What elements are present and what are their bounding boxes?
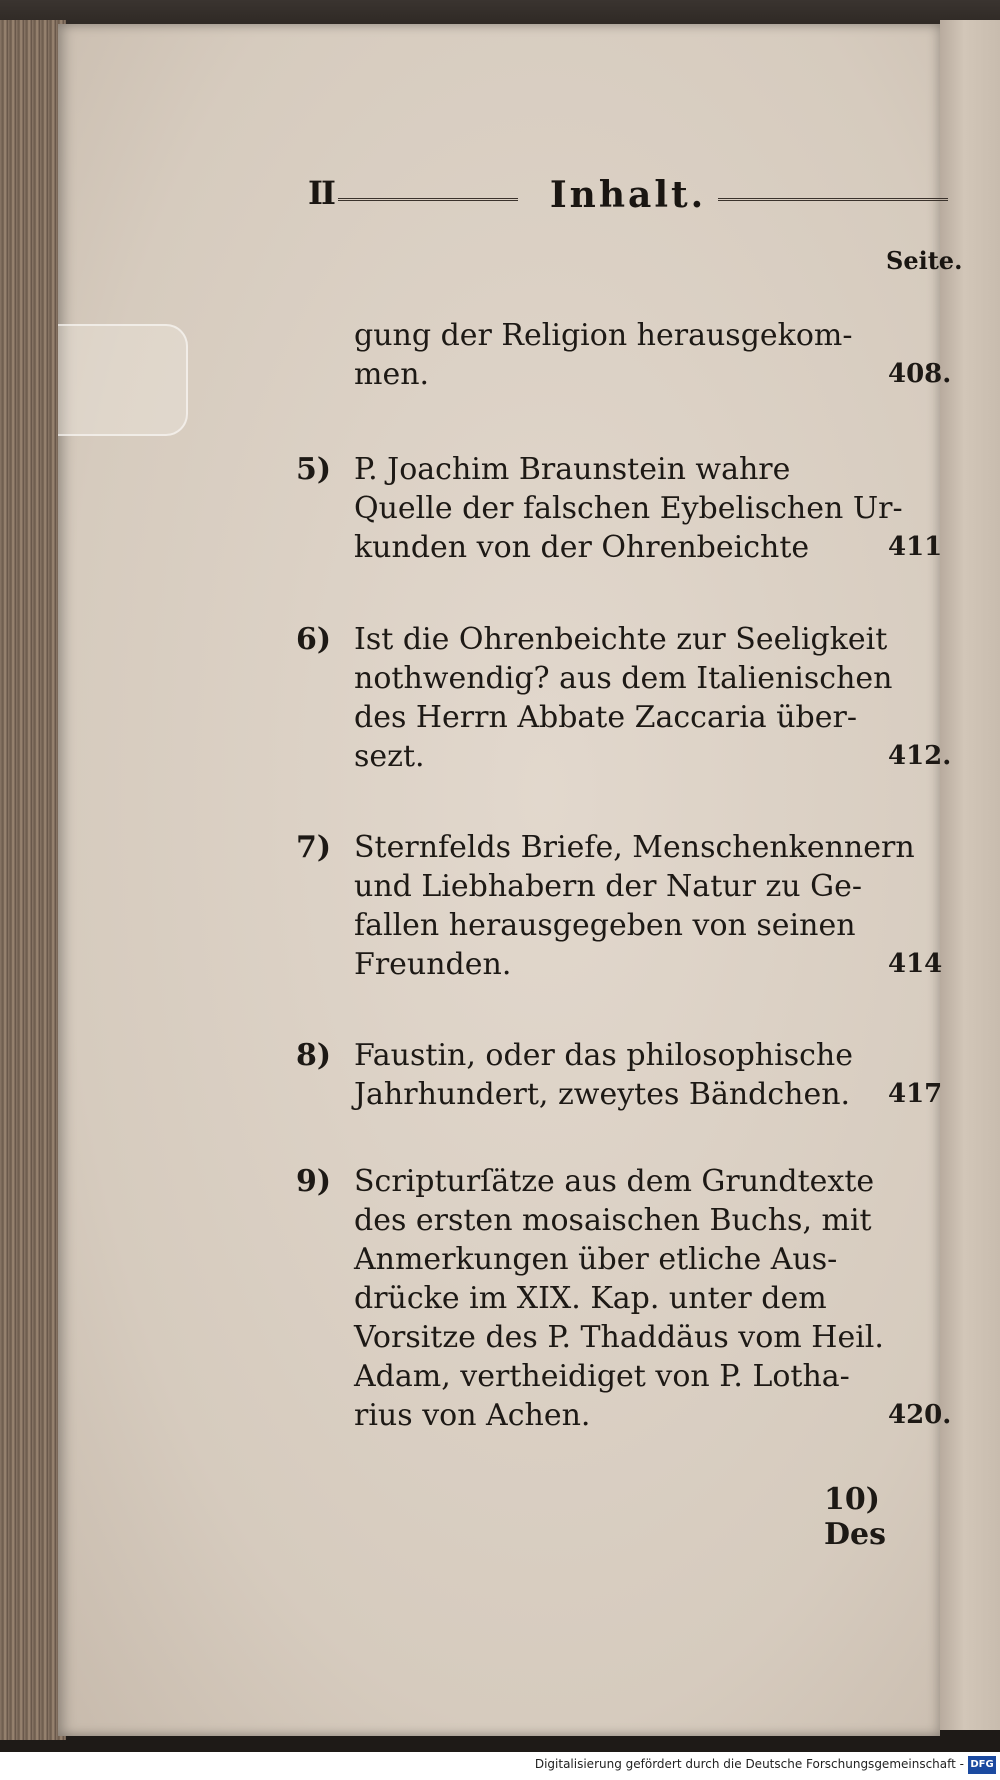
page-header [308,174,948,224]
entry-text [354,316,874,394]
entry-line: Freunden. [354,947,512,982]
facing-page-edge [940,20,1000,1730]
entry-page: 417 [888,1079,943,1109]
entry-text [354,620,893,776]
entry-line: Faustin, oder das philosophische [354,1038,853,1073]
entry-page: 412. [888,741,952,771]
header-rule-left [338,198,518,201]
entry-line: des Herrn Abbate Zaccaria über- [354,700,857,735]
footer-credit: Digitalisierung gefördert durch die Deutsche Forschungsgemeinschaft - [534,1757,964,1771]
entry-number: 9) [296,1164,332,1199]
entry-text [354,1036,874,1114]
entry-page: 411 [888,532,943,562]
entry-number: 5) [296,452,332,487]
book-page-edges [0,20,66,1740]
entry-line: nothwendig? aus dem Italienischen [354,661,893,696]
entry-line: Scripturſätze aus dem Grundtexte [354,1164,875,1199]
entry-line: Vorsitze des P. Thaddäus vom Heil. [354,1320,884,1355]
entry-page: 414 [888,949,943,979]
book-page [58,24,963,1736]
entry-line: Anmerkungen über etliche Aus- [354,1242,838,1277]
entry-line: kunden von der Ohrenbeichte [354,530,810,565]
clip-tab [58,324,188,436]
entry-number: 8) [296,1038,332,1073]
dfg-logo: DFG [968,1756,996,1774]
column-header: Seite. [886,246,963,275]
footer-bar [0,1752,1000,1780]
entry-number: 6) [296,622,332,657]
running-title: Inhalt. [549,174,707,216]
entry-line: Adam, vertheidiget von P. Lotha- [354,1359,850,1394]
entry-line: Sternfelds Briefe, Menschenkennern [354,830,915,865]
catchword: 10) Des [824,1482,886,1552]
entry-text [354,1162,884,1435]
entry-text [354,450,903,567]
entry-line: sezt. [354,739,425,774]
entry-number: 7) [296,830,332,865]
entry-text [354,828,915,984]
entry-line: Ist die Ohrenbeichte zur Seeligkeit [354,622,888,657]
entry-line: Jahrhundert, zweytes Bändchen. [354,1077,851,1112]
entry-line: Quelle der falschen Eybelischen Ur- [354,491,903,526]
entry-line: des ersten mosaischen Buchs, mit [354,1203,872,1238]
entry-page: 408. [888,359,952,389]
entry-line: gung der Religion herausgekom- [354,318,853,353]
entry-line: P. Joachim Braunstein wahre [354,452,791,487]
header-rule-right [718,198,948,201]
page-numeral: II [308,174,334,212]
entry-line: und Liebhabern der Natur zu Ge- [354,869,862,904]
entry-line: rius von Achen. [354,1398,591,1433]
entry-line: drücke im XIX. Kap. unter dem [354,1281,827,1316]
entry-page: 420. [888,1400,952,1430]
entry-line: men. [354,357,430,392]
entry-line: fallen herausgegeben von seinen [354,908,856,943]
